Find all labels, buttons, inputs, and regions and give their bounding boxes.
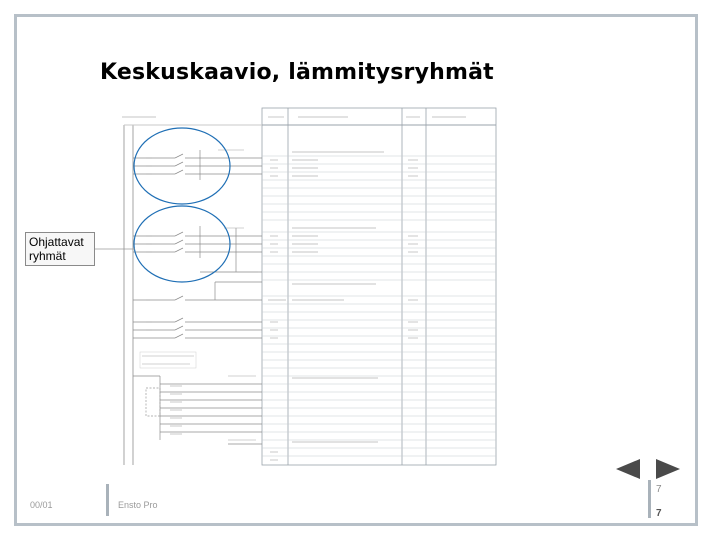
triangle-left-icon: [614, 458, 642, 480]
busbars: [124, 125, 262, 465]
diagram-scribbles: [142, 150, 258, 440]
note-frame: [140, 352, 196, 368]
callout-box: Ohjattavat ryhmät: [25, 232, 95, 266]
schedule-table: [262, 108, 496, 465]
footer-divider: [106, 484, 109, 516]
page-divider: [648, 480, 651, 518]
prev-slide-button[interactable]: [614, 458, 642, 480]
page-number-bold: 7: [656, 508, 662, 519]
circuit-branches: [133, 150, 262, 444]
footer-date: 00/01: [30, 500, 53, 510]
triangle-right-icon: [654, 458, 682, 480]
schedule-rows: [262, 156, 496, 456]
slide-title: Keskuskaavio, lämmitysryhmät: [100, 60, 494, 85]
footer-organization: Ensto Pro: [118, 500, 158, 510]
relay-box: [146, 388, 160, 416]
page-number: 7: [656, 484, 662, 495]
schedule-scribbles: [122, 117, 466, 460]
next-slide-button[interactable]: [654, 458, 682, 480]
